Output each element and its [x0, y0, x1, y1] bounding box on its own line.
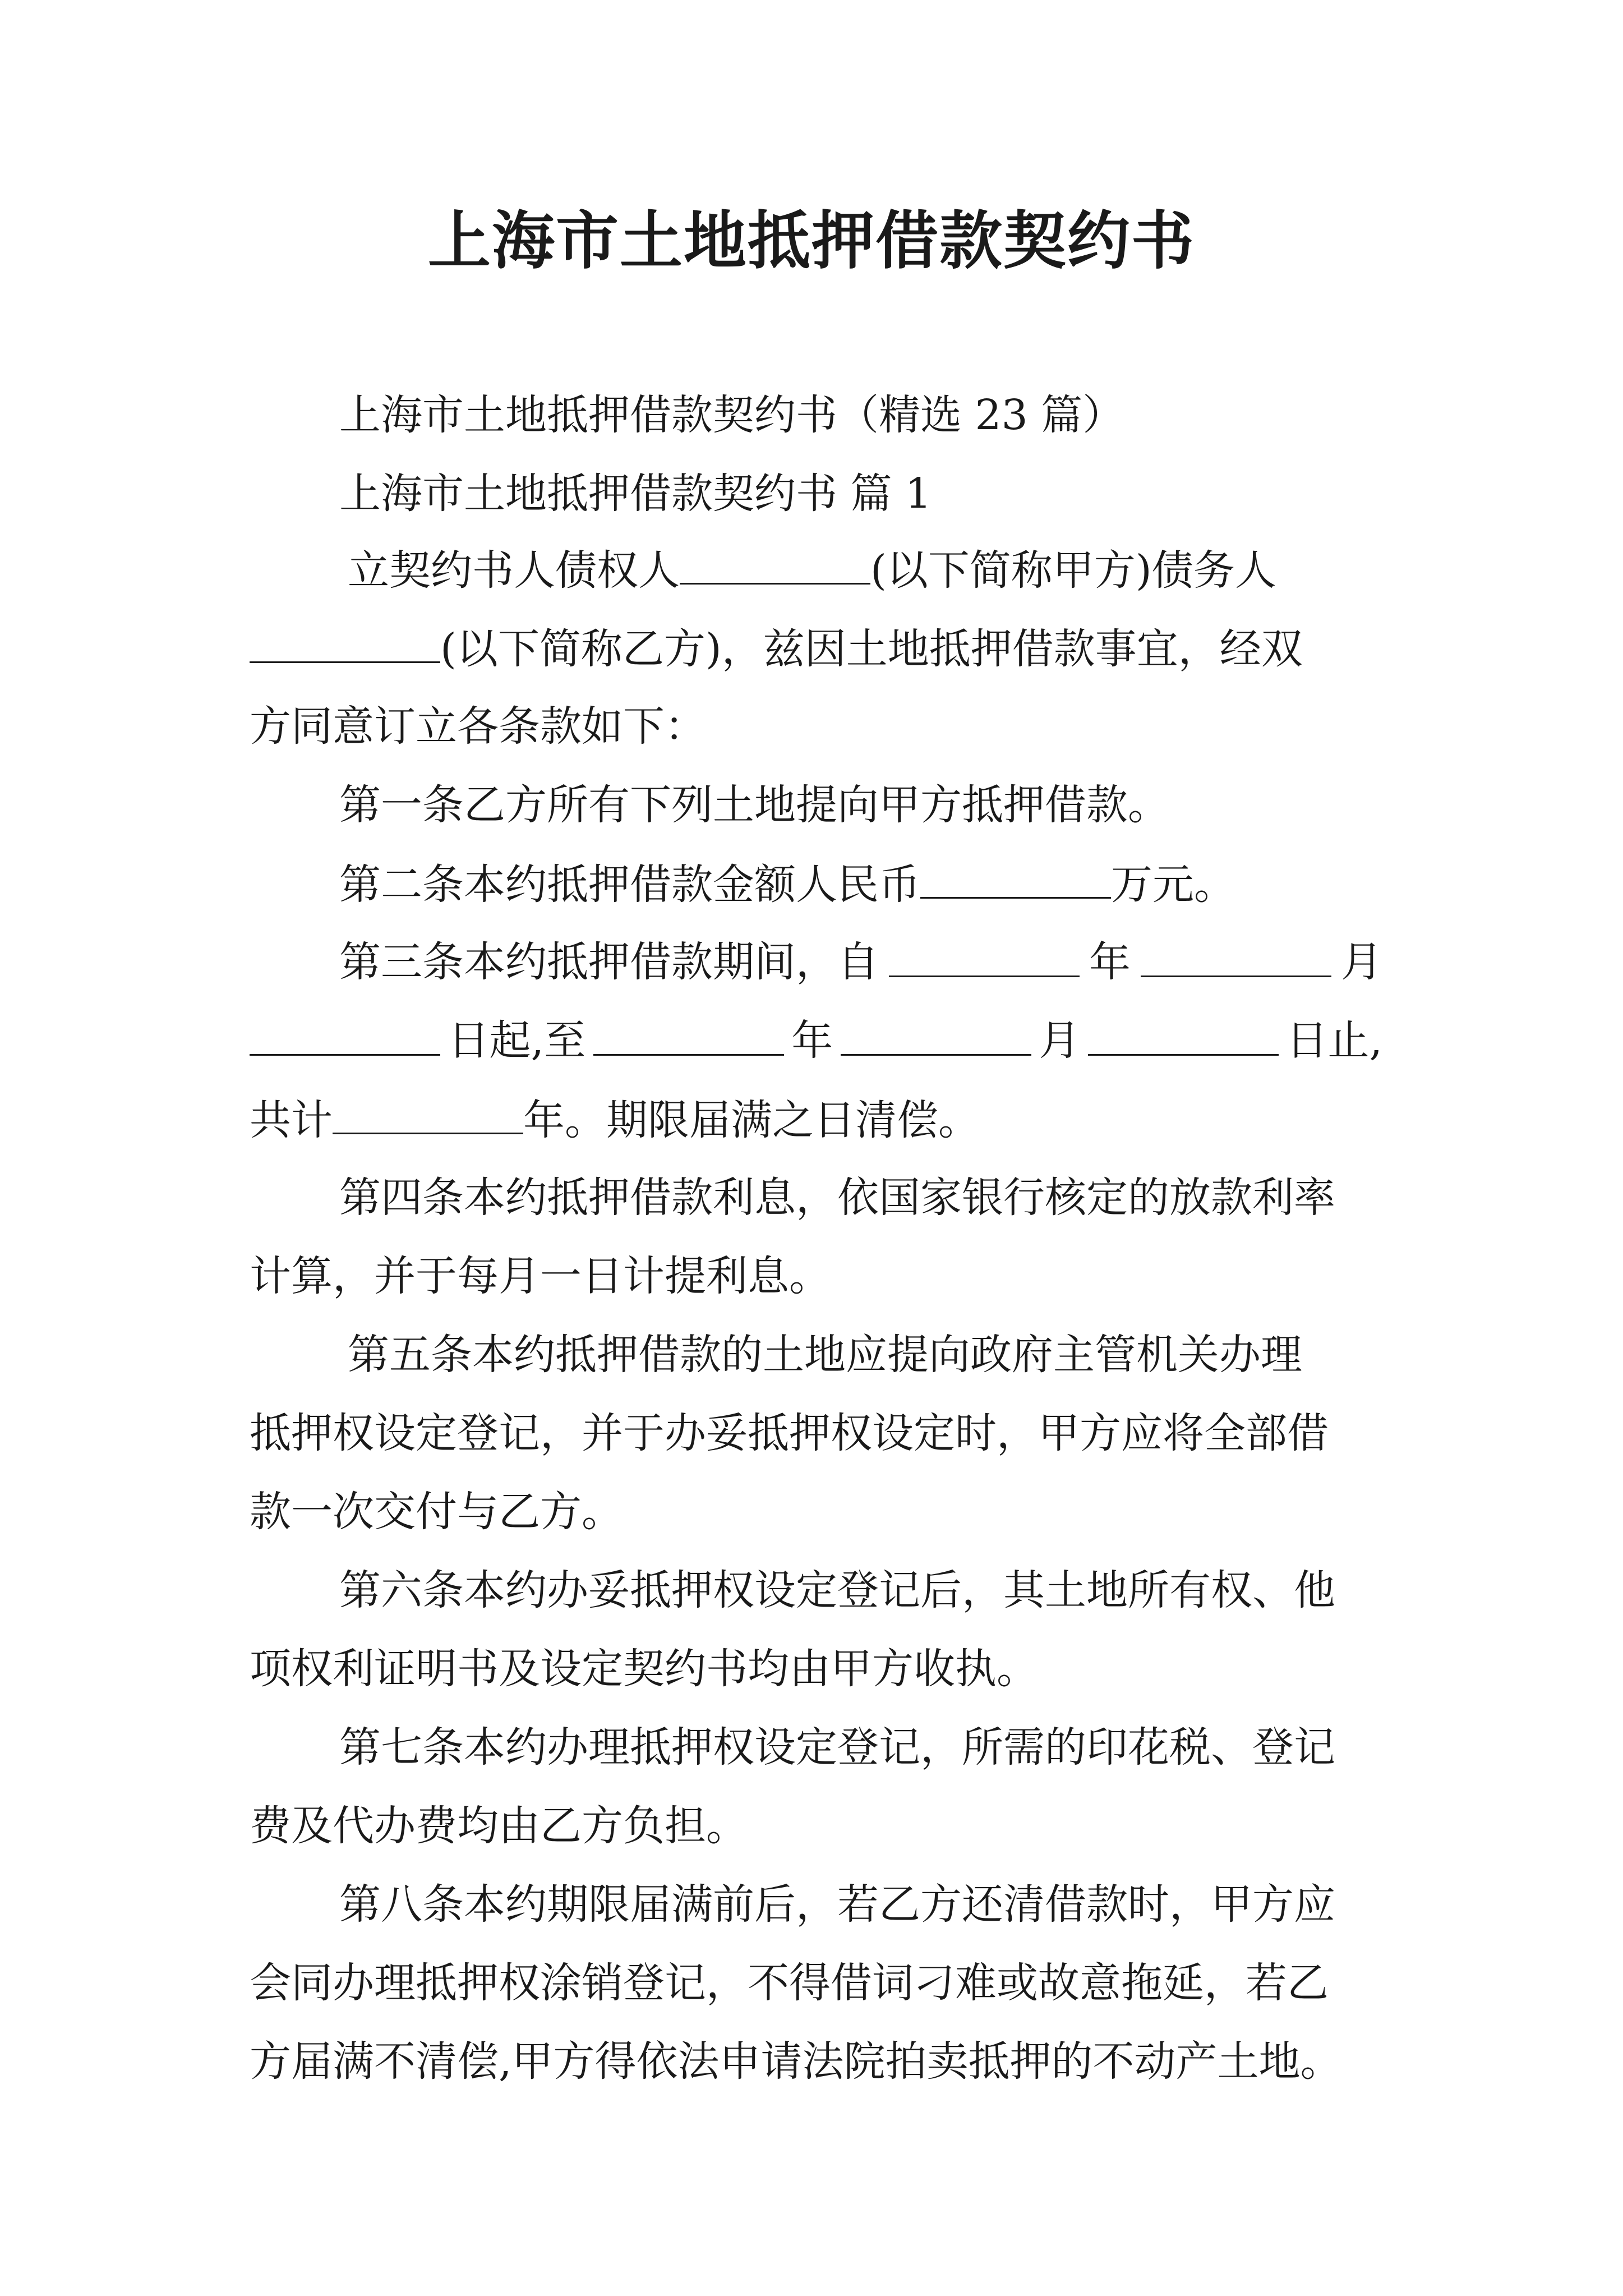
article-8-line-2: 会同办理抵押权涂销登记，不得借词刁难或故意拖延，若乙: [250, 1959, 1329, 2007]
article-1: 第一条乙方所有下列土地提向甲方抵押借款。: [339, 781, 1169, 829]
article-5-line-2: 抵押权设定登记，并于办妥抵押权设定时，甲方应将全部借: [250, 1409, 1329, 1457]
article-6-line-1: 第六条本约办妥抵押权设定登记后，其土地所有权、他: [339, 1566, 1335, 1614]
start-year-blank: [889, 934, 1080, 977]
article-8-line-3: 方届满不清偿,甲方得依法申请法院拍卖抵押的不动产土地。: [250, 2037, 1342, 2086]
article-4-line-2: 计算，并于每月一日计提利息。: [250, 1252, 831, 1300]
article-3-line-2: [250, 1013, 1382, 1069]
article-3-text-e: 年: [791, 1016, 833, 1065]
article-3-text-i: 年。期限届满之日清偿。: [523, 1096, 980, 1144]
document-title: 上海市土地抵押借款契约书: [428, 204, 1195, 278]
article-7-line-1: 第七条本约办理抵押权设定登记，所需的印花税、登记: [339, 1723, 1335, 1772]
article-3-text-d: 日起,至: [448, 1016, 586, 1065]
intro-line-1: [348, 541, 1276, 597]
intro-line-2: [250, 620, 1303, 676]
article-3-text-b: 年: [1089, 938, 1131, 986]
article-2: [339, 855, 1235, 912]
start-month-blank: [1141, 934, 1331, 977]
article-3-text-c: 月: [1341, 938, 1382, 986]
article-3-text-f: 月: [1039, 1016, 1081, 1065]
article-3-text-h: 共计: [250, 1096, 333, 1144]
intro-text-3: (以下简称乙方)，兹因土地抵押借款事宜，经双: [440, 625, 1303, 673]
article-4-line-1: 第四条本约抵押借款利息，依国家银行核定的放款利率: [339, 1174, 1335, 1222]
end-year-blank: [593, 1013, 784, 1056]
intro-line-3: 方同意订立各条款如下：: [250, 702, 706, 751]
end-day-blank: [1088, 1013, 1279, 1056]
intro-text-2: (以下简称甲方)债务人: [870, 546, 1276, 595]
article-7-line-2: 费及代办费均由乙方负担。: [250, 1802, 748, 1850]
article-6-line-2: 项权利证明书及设定契约书均由甲方收执。: [250, 1645, 1038, 1693]
article-2-pre: 第二条本约抵押借款金额人民币: [339, 861, 920, 909]
total-years-blank: [333, 1091, 523, 1134]
article-3-line-1: [339, 934, 1382, 990]
article-2-post: 万元。: [1111, 861, 1235, 909]
amount-blank: [920, 855, 1111, 899]
end-month-blank: [841, 1013, 1031, 1056]
intro-text-1: 立契约书人债权人: [348, 546, 680, 595]
article-5-line-3: 款一次交付与乙方。: [250, 1488, 623, 1536]
article-3-text-a: 第三条本约抵押借款期间，自: [339, 938, 879, 986]
section-heading: 上海市土地抵押借款契约书 篇 1: [339, 470, 932, 518]
article-8-line-1: 第八条本约期限届满前后，若乙方还清借款时，甲方应: [339, 1880, 1335, 1929]
article-5-line-1: 第五条本约抵押借款的土地应提向政府主管机关办理: [348, 1331, 1302, 1379]
article-3-line-3: [250, 1091, 980, 1147]
document-subtitle: 上海市土地抵押借款契约书（精选 23 篇）: [339, 391, 1124, 439]
debtor-blank: [250, 620, 440, 663]
creditor-blank: [680, 541, 870, 585]
article-3-text-g: 日止,: [1286, 1016, 1382, 1065]
start-day-blank: [250, 1013, 440, 1056]
